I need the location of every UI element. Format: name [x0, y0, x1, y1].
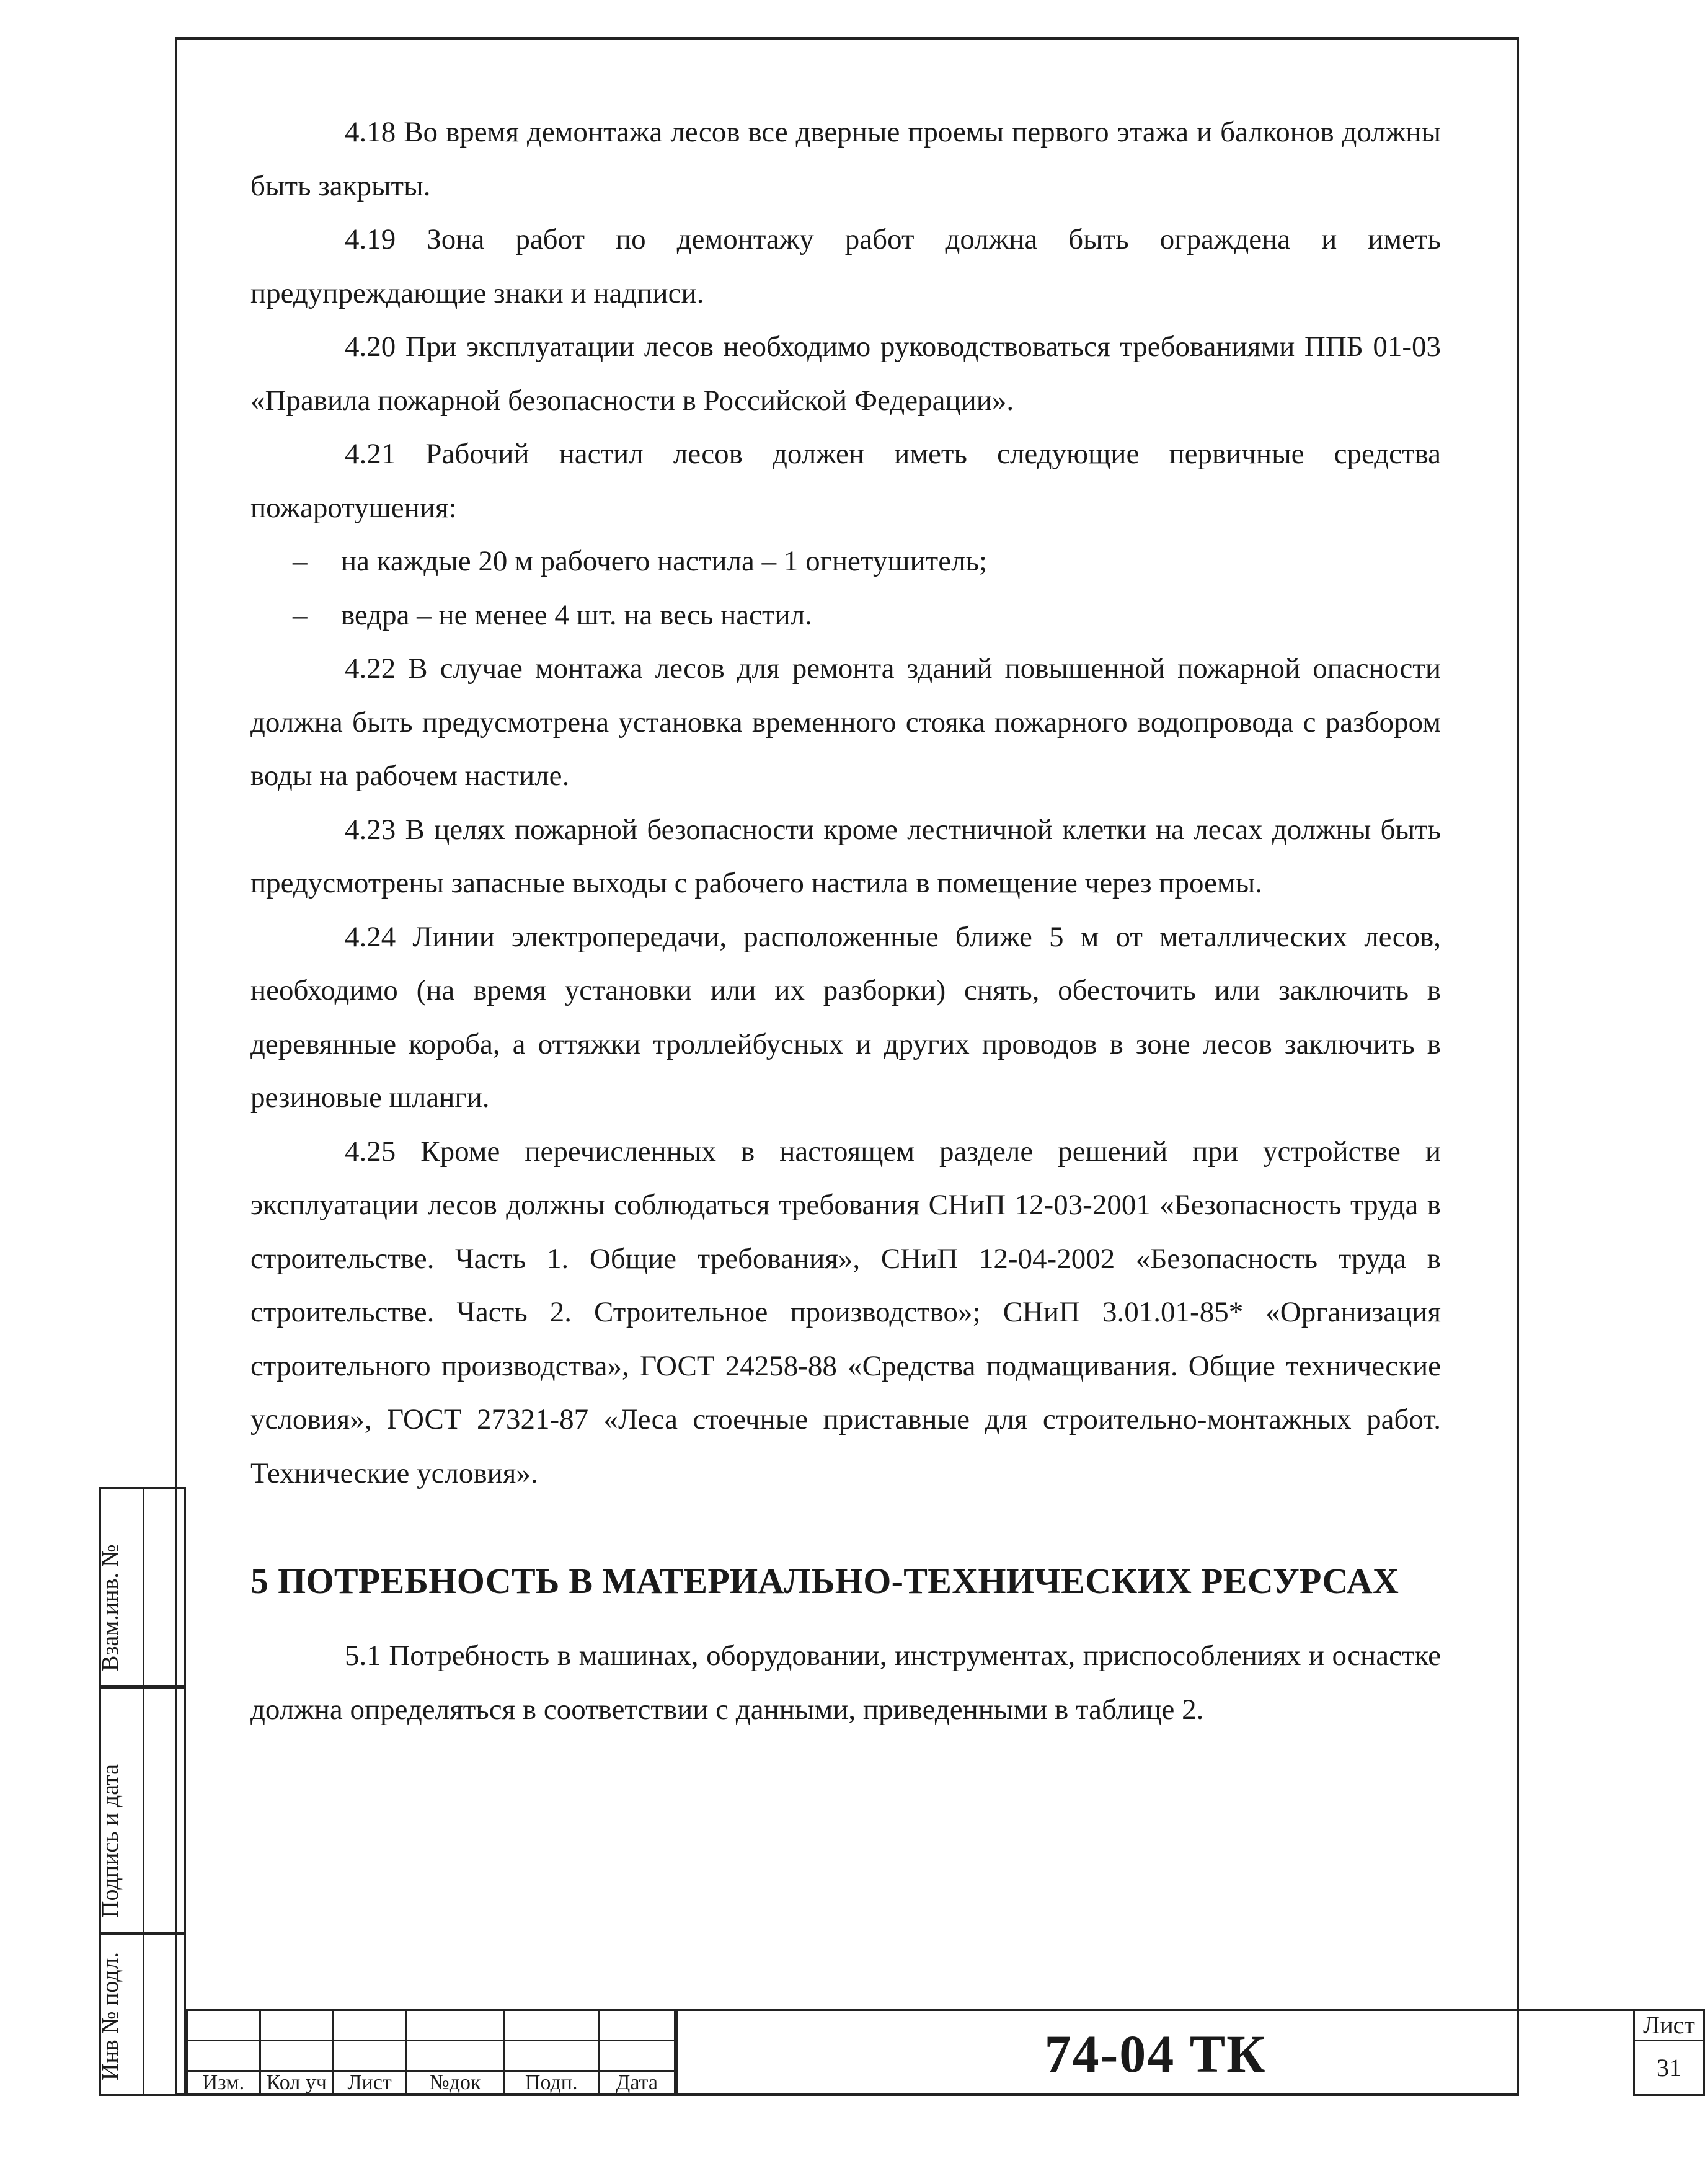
list-item	[250, 588, 1441, 642]
list-item-text: ведра – не менее 4 шт. на весь настил.	[341, 598, 812, 631]
dash-bullet: –	[293, 598, 308, 631]
header-podp: Подп.	[504, 2071, 599, 2095]
sheet-label: Лист	[1635, 2011, 1703, 2041]
list-item-text: на каждые 20 м рабочего настила – 1 огнетушитель;	[341, 545, 988, 577]
sheet-number: 31	[1657, 2054, 1681, 2082]
paragraph-4-24: 4.24 Линии электропередачи, расположенные ближе 5 м от металлических лесов, необходимо (на время установки или их разборки) снять, обесточить или заключить в деревянные короба, а оттяжки троллейбусных и других проводов в зоне лесов заключить в резиновые шланги.	[250, 920, 1441, 1114]
paragraph-4-18: 4.18 Во время демонтажа лесов все дверные проемы первого этажа и балконов должны быть закрыты.	[250, 116, 1441, 202]
paragraph-4-23: 4.23 В целях пожарной безопасности кроме лестничной клетки на лесах должны быть предусмотрены запасные выходы с рабочего настила в помещение через проемы.	[250, 813, 1441, 899]
side-stamp-podpis-label: Подпись и дата	[97, 1764, 123, 1918]
header-list: Лист	[333, 2071, 406, 2095]
table-header-row	[187, 2071, 675, 2095]
paragraph-5-1: 5.1 Потребность в машинах, оборудовании, инструментах, приспособлениях и оснастке должна определяться в соответствии с данными, приведенными в таблице 2.	[250, 1640, 1441, 1726]
header-izm: Изм.	[187, 2071, 260, 2095]
paragraph-4-22: 4.22 В случае монтажа лесов для ремонта зданий повышенной пожарной опасности должна быть предусмотрена установка временного стояка пожарного водопровода с разбором воды на рабочем настиле.	[250, 652, 1441, 792]
header-kol-uch: Кол уч	[260, 2071, 333, 2095]
table-row	[187, 2010, 675, 2041]
section-heading: 5 ПОТРЕБНОСТЬ В МАТЕРИАЛЬНО-ТЕХНИЧЕСКИХ РЕСУРСАХ	[250, 1561, 1399, 1601]
header-data: Дата	[599, 2071, 675, 2095]
sheet-box	[1633, 2009, 1705, 2096]
paragraph-4-21: 4.21 Рабочий настил лесов должен иметь следующие первичные средства пожаротушения:	[250, 438, 1441, 524]
dash-bullet: –	[293, 545, 308, 577]
side-stamp-podpis	[99, 1687, 186, 1933]
title-block	[186, 2009, 1695, 2096]
side-stamp-inv	[99, 1933, 186, 2096]
side-stamp-inv-label: Инв № подл.	[97, 1951, 123, 2080]
paragraph-4-19: 4.19 Зона работ по демонтажу работ должна быть ограждена и иметь предупреждающие знаки и надписи.	[250, 223, 1441, 309]
document-code: 74-04 ТК	[676, 2009, 1633, 2096]
side-stamp-vzam-label: Взам.инв. №	[97, 1544, 123, 1671]
table-row	[187, 2041, 675, 2071]
paragraph-4-20: 4.20 При эксплуатации лесов необходимо руководствоваться требованиями ППБ 01-03 «Правила пожарной безопасности в Российской Федерации».	[250, 331, 1441, 417]
paragraph-4-25: 4.25 Кроме перечисленных в настоящем разделе решений при устройстве и эксплуатации лесов должны соблюдаться требования СНиП 12-03-2001 «Безопасность труда в строительстве. Часть 1. Общие требования», СНиП 12-04-2002 «Безопасность труда в строительстве. Часть 2. Строительное производство»; СНиП 3.01.01-85* «Организация строительного производства», ГОСТ 24258-88 «Средства подмащивания. Общие технические условия», ГОСТ 27321-87 «Леса стоечные приставные для строительно-монтажных работ. Технические условия».	[250, 1135, 1441, 1489]
document-body	[250, 105, 1441, 1736]
header-ndok: №док	[406, 2071, 504, 2095]
side-stamp-vzam	[99, 1487, 186, 1687]
revision-table	[186, 2009, 676, 2096]
list-item	[250, 535, 1441, 588]
